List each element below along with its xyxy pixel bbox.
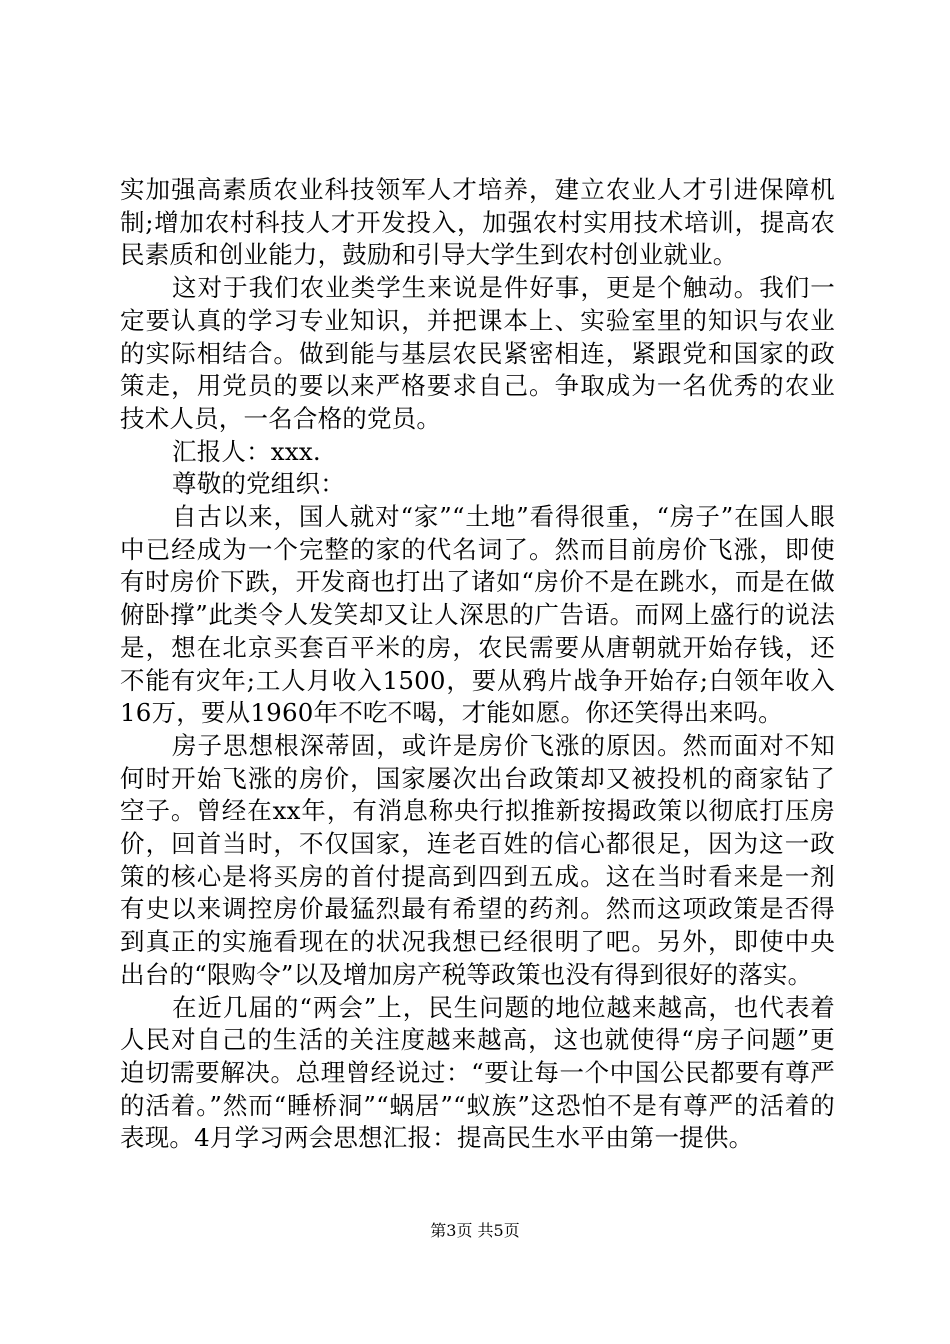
paragraph-5: 在近几届的“两会”上，民生问题的地位越来越高，也代表着人民对自己的生活的关注度越来越高，这也就使得“房子问题”更迫切需要解决。总理曾经说过：“要让每一个中国公民都要有尊严的活着。”然而“睡桥洞”“蜗居”“蚁族”这恐怕不是有尊严的活着的表现。4月学习两会思想汇报：提高民生水平由第一提供。 xyxy=(120,992,835,1153)
paragraph-4: 房子思想根深蒂固，或许是房价飞涨的原因。然而面对不知何时开始飞涨的房价，国家屡次出台政策却又被投机的商家钻了空子。曾经在xx年，有消息称央行拟推新按揭政策以彻底打压房价，回首当时，不仅国家，连老百姓的信心都很足，因为这一政策的核心是将买房的首付提高到四到五成。这在当时看来是一剂有史以来调控房价最猛烈最有希望的药剂。然而这项政策是否得到真正的实施看现在的状况我想已经很明了吧。另外，即使中央出台的“限购令”以及增加房产税等政策也没有得到很好的落实。 xyxy=(120,730,835,989)
page-footer: 第3页 共5页 xyxy=(430,1221,520,1240)
paragraph-1: 实加强高素质农业科技领军人才培养，建立农业人才引进保障机制;增加农村科技人才开发投入，加强农村实用技术培训，提高农民素质和创业能力，鼓励和引导大学生到农村创业就业。 xyxy=(120,175,835,270)
document-body xyxy=(120,174,835,1155)
reporter-line: 汇报人：xxx. xyxy=(172,436,321,466)
paragraph-2: 这对于我们农业类学生来说是件好事，更是个触动。我们一定要认真的学习专业知识，并把课本上、实验室里的知识与农业的实际相结合。做到能与基层农民紧密相连，紧跟党和国家的政策走，用党员的要以来严格要求自己。争取成为一名优秀的农业技术人员，一名合格的党员。 xyxy=(120,273,835,433)
salutation-line: 尊敬的党组织： xyxy=(172,469,345,499)
paragraph-3: 自古以来，国人就对“家”“土地”看得很重，“房子”在国人眼中已经成为一个完整的家的代名词了。然而目前房价飞涨，即使有时房价下跌，开发商也打出了诸如“房价不是在跳水，而是在做俯卧撑”此类令人发笑却又让人深思的广告语。而网上盛行的说法是，想在北京买套百平米的房，农民需要从唐朝就开始存钱，还不能有灾年;工人月收入1500，要从鸦片战争开始存;白领年收入16万，要从1960年不吃不喝，才能如愿。你还笑得出来吗。 xyxy=(120,502,835,728)
